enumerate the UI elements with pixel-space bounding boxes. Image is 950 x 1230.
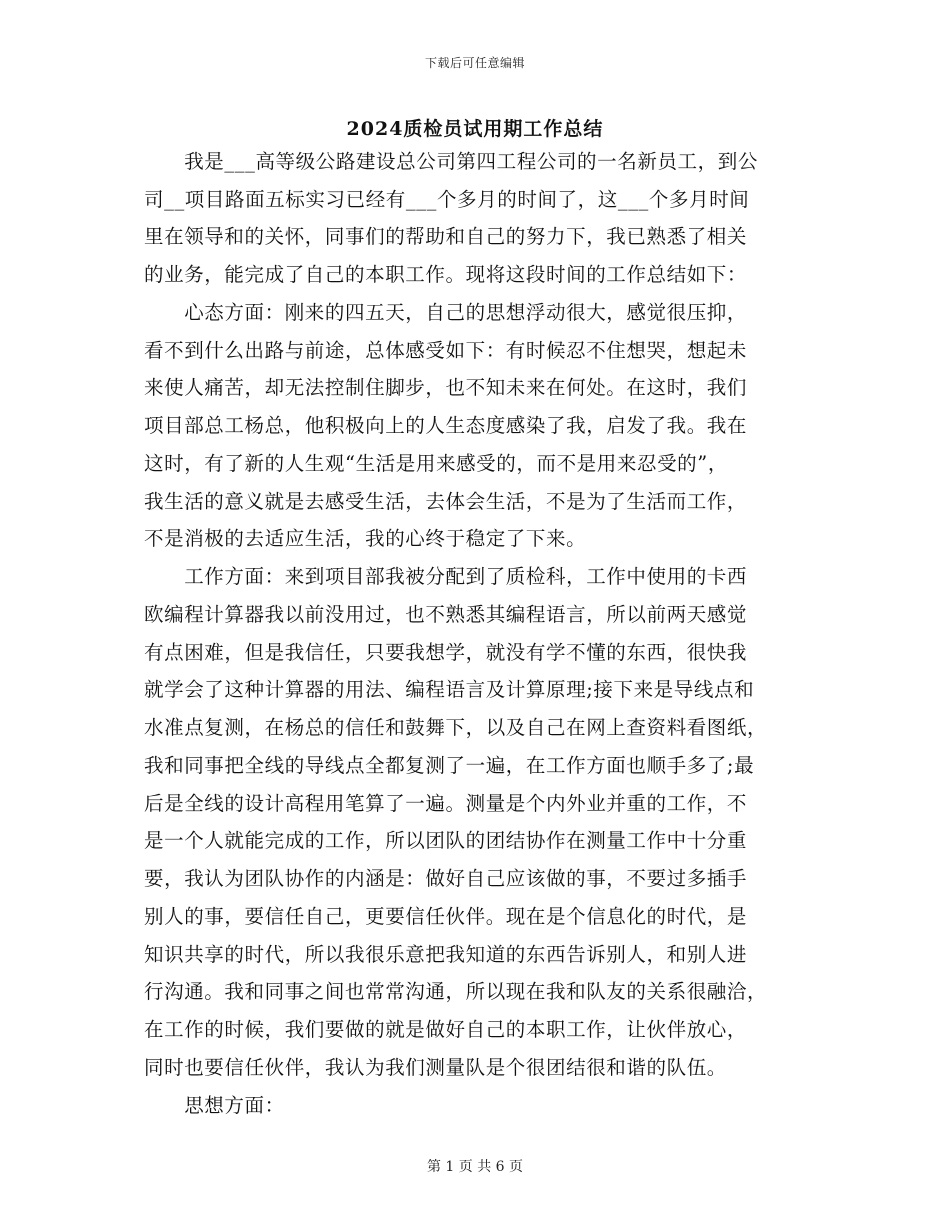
body-line: 要，我认为团队协作的内涵是：做好自己应该做的事，不要过多插手: [144, 867, 748, 890]
body-line: 是一个人就能完成的工作，所以团队的团结协作在测量工作中十分重: [144, 829, 748, 852]
body-line: 我生活的意义就是去感受生活，去体会生活，不是为了生活而工作，: [144, 490, 748, 513]
body-line: 别人的事，要信任自己，更要信任伙伴。现在是个信息化的时代，是: [144, 905, 748, 928]
body-line: 有点困难，但是我信任，只要我想学，就没有学不懂的东西，很快我: [144, 641, 748, 664]
document-title: 2024质检员试用期工作总结: [346, 118, 604, 140]
body-line: 思想方面：: [144, 1094, 285, 1117]
body-line: 就学会了这种计算器的用法、编程语言及计算原理;接下来是导线点和: [144, 678, 755, 701]
body-line: 同时也要信任伙伴，我认为我们测量队是个很团结很和谐的队伍。: [144, 1056, 727, 1079]
body-line: 工作方面：来到项目部我被分配到了质检科，工作中使用的卡西: [144, 565, 748, 588]
page-number: 第 1 页 共 6 页: [426, 1159, 524, 1175]
body-line: 水准点复测，在杨总的信任和鼓舞下，以及自己在网上查资料看图纸，: [144, 716, 768, 739]
body-line: 行沟通。我和同事之间也常常沟通，所以现在我和队友的关系很融洽，: [144, 980, 768, 1003]
body-line: 的业务，能完成了自己的本职工作。现将这段时间的工作总结如下：: [144, 263, 748, 286]
body-line: 知识共享的时代，所以我很乐意把我知道的东西告诉别人，和别人进: [144, 943, 748, 966]
body-line: 不是消极的去适应生活，我的心终于稳定了下来。: [144, 527, 587, 550]
body-line: 这时，有了新的人生观“生活是用来感受的，而不是用来忍受的”，: [144, 452, 728, 475]
header-note: 下载后可任意编辑: [424, 56, 525, 70]
body-line: 我是___高等级公路建设总公司第四工程公司的一名新员工，到公: [144, 150, 758, 173]
body-line: 司__项目路面五标实习已经有___个多月的时间了，这___个多月时间: [144, 188, 750, 211]
body-line: 我和同事把全线的导线点全都复测了一遍，在工作方面也顺手多了;最: [144, 754, 755, 777]
body-line: 项目部总工杨总，他积极向上的人生态度感染了我，启发了我。我在: [144, 414, 748, 437]
body-line: 后是全线的设计高程用笔算了一遍。测量是个内外业并重的工作，不: [144, 792, 748, 815]
body-line: 在工作的时候，我们要做的就是做好自己的本职工作，让伙伴放心，: [144, 1018, 748, 1041]
body-line: 心态方面：刚来的四五天，自己的思想浮动很大，感觉很压抑，: [144, 301, 748, 324]
body-line: 看不到什么出路与前途，总体感受如下：有时候忍不住想哭，想起未: [144, 339, 748, 362]
body-line: 里在领导和的关怀，同事们的帮助和自己的努力下，我已熟悉了相关: [144, 225, 748, 248]
body-line: 欧编程计算器我以前没用过，也不熟悉其编程语言，所以前两天感觉: [144, 603, 748, 626]
body-line: 来使人痛苦，却无法控制住脚步，也不知未来在何处。在这时，我们: [144, 376, 748, 399]
